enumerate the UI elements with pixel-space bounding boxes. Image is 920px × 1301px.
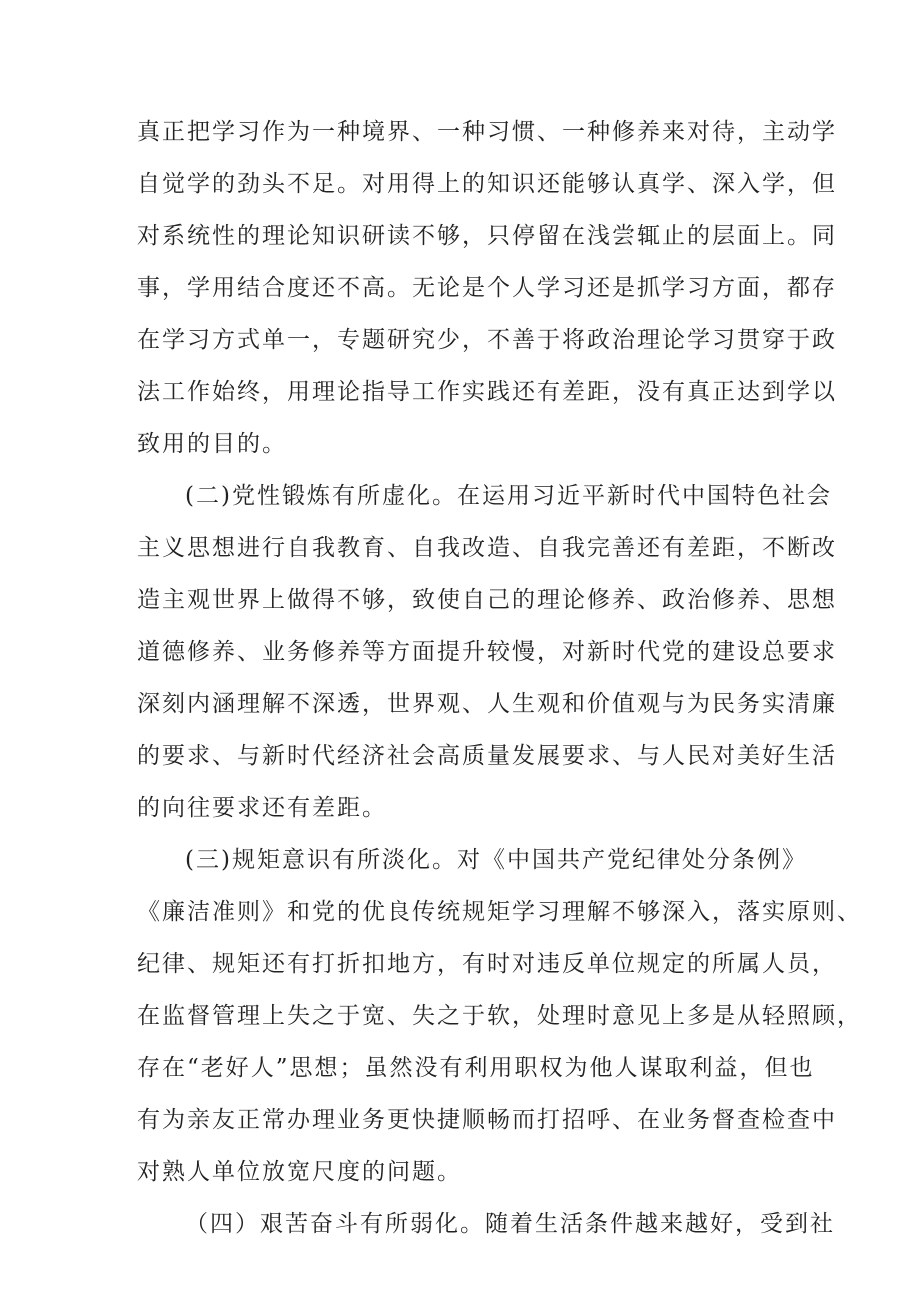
paragraph-3-line-1: (三)规矩意识有所淡化。对《中国共产党纪律处分条例》: [185, 847, 807, 873]
paragraph-2-line-3: 造主观世界上做得不够，致使自己的理论修养、政治修养、思想: [137, 587, 837, 613]
paragraph-1-line-5: 在学习方式单一，专题研究少，不善于将政治理论学习贯穿于政: [137, 327, 837, 353]
paragraph-1-line-2: 自觉学的劲头不足。对用得上的知识还能够认真学、深入学，但: [137, 171, 837, 197]
paragraph-2-line-5: 深刻内涵理解不深透，世界观、人生观和价值观与为民务实清廉: [137, 691, 837, 717]
paragraph-2-line-2: 主义思想进行自我教育、自我改造、自我完善还有差距，不断改: [137, 535, 837, 561]
paragraph-3-line-2: 《廉洁准则》和党的优良传统规矩学习理解不够深入，落实原则、: [137, 899, 862, 925]
paragraph-4-line-1: （四）艰苦奋斗有所弱化。随着生活条件越来越好，受到社: [185, 1211, 835, 1237]
paragraph-1-line-6: 法工作始终，用理论指导工作实践还有差距，没有真正达到学以: [137, 379, 837, 405]
paragraph-1-line-3: 对系统性的理论知识研读不够，只停留在浅尝辄止的层面上。同: [137, 223, 837, 249]
paragraph-3-line-3: 纪律、规矩还有打折扣地方，有时对违反单位规定的所属人员，: [137, 951, 837, 977]
paragraph-3-line-6: 有为亲友正常办理业务更快捷顺畅而打招呼、在业务督查检查中: [137, 1107, 837, 1133]
paragraph-1-line-1: 真正把学习作为一种境界、一种习惯、一种修养来对待，主动学: [137, 119, 837, 145]
paragraph-2-line-1: (二)党性锻炼有所虚化。在运用习近平新时代中国特色社会: [185, 483, 832, 509]
paragraph-2-line-4: 道德修养、业务修养等方面提升较慢，对新时代党的建设总要求: [137, 639, 837, 665]
paragraph-1-line-7: 致用的目的。: [137, 431, 287, 457]
paragraph-3-line-5: 存在“老好人”思想；虽然没有利用职权为他人谋取利益，但也: [137, 1055, 815, 1081]
paragraph-3-line-7: 对熟人单位放宽尺度的问题。: [137, 1159, 462, 1185]
paragraph-2-line-7: 的向往要求还有差距。: [137, 795, 387, 821]
paragraph-2-line-6: 的要求、与新时代经济社会高质量发展要求、与人民对美好生活: [137, 743, 837, 769]
paragraph-1-line-4: 事，学用结合度还不高。无论是个人学习还是抓学习方面，都存: [137, 275, 837, 301]
paragraph-3-line-4: 在监督管理上失之于宽、失之于软，处理时意见上多是从轻照顾，: [137, 1003, 862, 1029]
